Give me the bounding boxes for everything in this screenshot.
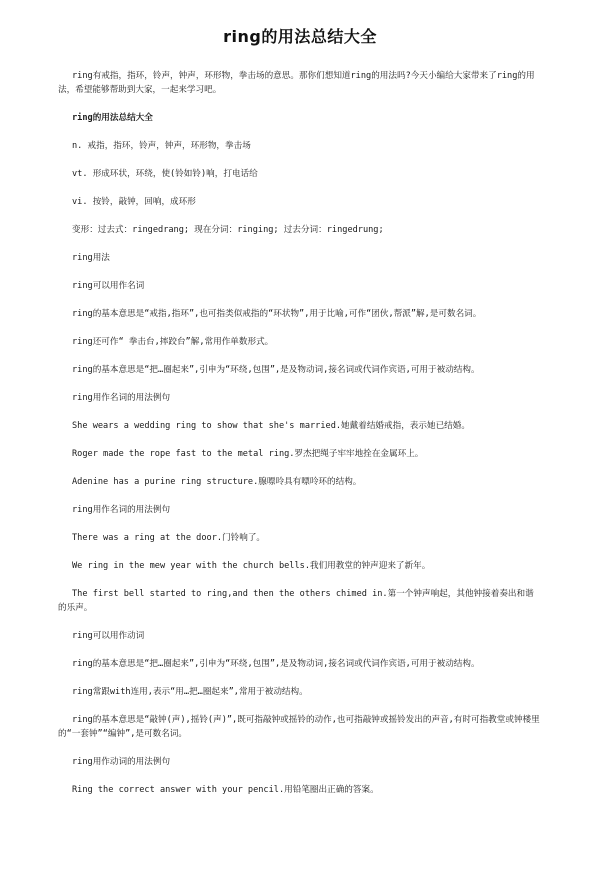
paragraph: She wears a wedding ring to show that she's married.她戴着结婚戒指，表示她已结婚。 [72, 421, 470, 431]
paragraph: ring的基本意思是“敲钟(声),摇铃(声)”,既可指敲钟或摇铃的动作,也可指敲钟或摇铃发出的声音,有时可指教堂或钟楼里的“一套钟”“编钟”,是可数名词。 [58, 715, 540, 739]
document-body [58, 69, 542, 797]
paragraph: We ring in the mew year with the church bells.我们用教堂的钟声迎来了新年。 [72, 561, 431, 571]
paragraph: ring可以用作动词 [72, 631, 145, 641]
paragraph: Ring the correct answer with your pencil.用铅笔圈出正确的答案。 [72, 785, 379, 795]
paragraph: ring常跟with连用,表示“用…把…圈起来”,常用于被动结构。 [72, 687, 308, 697]
paragraph: ring用作名词的用法例句 [72, 505, 171, 515]
paragraph: ring还可作“ 拳击台,摔跤台”解,常用作单数形式。 [72, 337, 274, 347]
page-title: ring的用法总结大全 [223, 27, 377, 46]
paragraph: ring有戒指，指环，铃声，钟声，环形物，拳击场的意思。那你们想知道ring的用法吗?今天小编给大家带来了ring的用法，希望能够帮助到大家，一起来学习吧。 [58, 71, 535, 95]
paragraph: ring用作名词的用法例句 [72, 393, 171, 403]
paragraph: Adenine has a purine ring structure.腺嘌呤具有嘌呤环的结构。 [72, 477, 362, 487]
paragraph: ring用作动词的用法例句 [72, 757, 171, 767]
paragraph: ring的基本意思是“把…圈起来”,引申为“环绕,包围”,是及物动词,接名词或代词作宾语,可用于被动结构。 [72, 659, 480, 669]
paragraph: ring的基本意思是“把…圈起来”,引申为“环绕,包围”,是及物动词,接名词或代词作宾语,可用于被动结构。 [72, 365, 480, 375]
paragraph: 变形：过去式：ringedrang; 现在分词：ringing; 过去分词：ringedrung; [72, 225, 384, 235]
paragraph: Roger made the rope fast to the metal ring.罗杰把绳子牢牢地拴在金属环上。 [72, 449, 424, 459]
paragraph: vt. 形成环状，环绕，使(铃如铃)响，打电话给 [72, 169, 258, 179]
paragraph: n. 戒指，指环，铃声，钟声，环形物，拳击场 [72, 141, 251, 151]
paragraph: vi. 按铃，敲钟，回响，成环形 [72, 197, 196, 207]
section-heading: ring的用法总结大全 [72, 113, 153, 123]
paragraph: ring可以用作名词 [72, 281, 145, 291]
document-page [0, 24, 600, 873]
paragraph: The first bell started to ring,and then the others chimed in.第一个钟声响起，其他钟接着奏出和谐的乐声。 [58, 589, 534, 613]
paragraph: ring用法 [72, 253, 110, 263]
paragraph: There was a ring at the door.门铃响了。 [72, 533, 266, 543]
paragraph: ring的基本意思是“戒指,指环”,也可指类似戒指的“环状物”,用于比喻,可作“团伙,帮派”解,是可数名词。 [72, 309, 482, 319]
